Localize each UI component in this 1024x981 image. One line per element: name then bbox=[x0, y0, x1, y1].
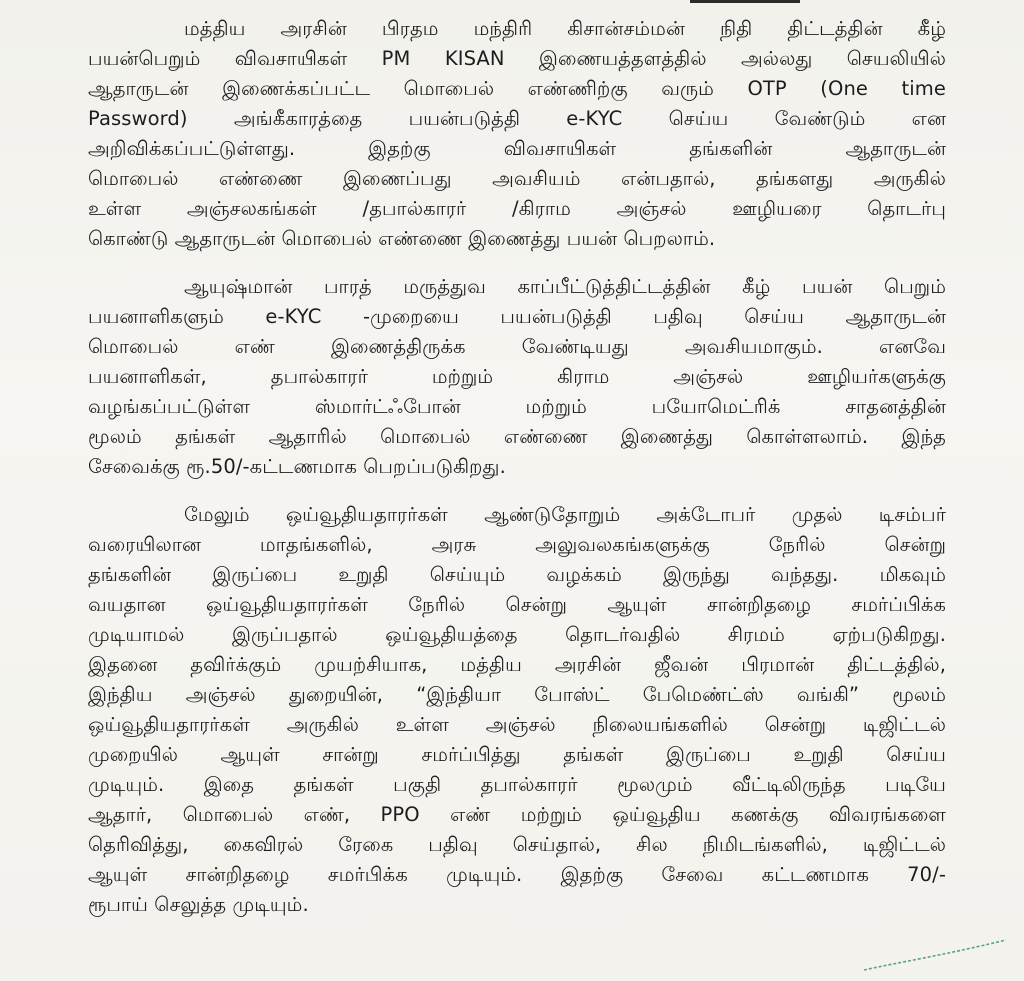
text-line: மூலம் தங்கள் ஆதாரில் மொபைல் எண்ணை இணைத்து கொள்ளலாம். இந்த bbox=[88, 425, 946, 448]
text-line: வயதான ஒய்வூதியதாரர்கள் நேரில் சென்று ஆயுள் சான்றிதழை சமர்ப்பிக்க bbox=[88, 593, 946, 616]
paragraph-pm-kisan bbox=[88, 14, 946, 254]
text-line: மத்திய அரசின் பிரதம மந்திரி கிசான்சம்மன் நிதி திட்டத்தின் கீழ் bbox=[184, 17, 946, 40]
text-line: முறையில் ஆயுள் சான்று சமர்ப்பித்து தங்கள் இருப்பை உறுதி செய்ய bbox=[88, 743, 946, 766]
text-line: இதனை தவிர்க்கும் முயற்சியாக, மத்திய அரசின் ஜீவன் பிரமான் திட்டத்தில், bbox=[88, 653, 946, 676]
text-line: வழங்கப்பட்டுள்ள ஸ்மார்ட்ஃபோன் மற்றும் பயோமெட்ரிக் சாதனத்தின் bbox=[88, 395, 946, 418]
text-line: பயனாளிகள், தபால்காரர் மற்றும் கிராம அஞ்சல் ஊழியர்களுக்கு bbox=[88, 365, 946, 388]
paragraph-ayushman-bharat bbox=[88, 272, 946, 482]
text-line: பயன்பெறும் விவசாயிகள் PM KISAN இணையத்தளத்தில் அல்லது செயலியில் bbox=[88, 47, 946, 70]
text-line: மொபைல் எண் இணைத்திருக்க வேண்டியது அவசியமாகும். எனவே bbox=[88, 335, 946, 358]
text-line: முடியும். இதை தங்கள் பகுதி தபால்காரர் மூலமும் வீட்டிலிருந்த படியே bbox=[88, 773, 946, 796]
text-line: முடியாமல் இருப்பதால் ஒய்வூதியத்தை தொடர்வதில் சிரமம் ஏற்படுகிறது. bbox=[88, 623, 946, 646]
text-line: அறிவிக்கப்பட்டுள்ளது. இதற்கு விவசாயிகள் தங்களின் ஆதாருடன் bbox=[88, 137, 946, 160]
text-line: ஆயுள் சான்றிதழை சமர்பிக்க முடியும். இதற்கு சேவை கட்டணமாக 70/- bbox=[88, 863, 946, 886]
document-body bbox=[88, 14, 946, 938]
text-line: ஆதார், மொபைல் எண், PPO எண் மற்றும் ஒய்வூதிய கணக்கு விவரங்களை bbox=[88, 803, 946, 826]
text-line: சேவைக்கு ரூ.50/-கட்டணமாக பெறப்படுகிறது. bbox=[88, 455, 506, 478]
text-line: உள்ள அஞ்சலகங்கள் /தபால்காரர் /கிராம அஞ்சல் ஊழியரை தொடர்பு bbox=[88, 197, 946, 220]
text-line: கொண்டு ஆதாருடன் மொபைல் எண்ணை இணைத்து பயன் பெறலாம். bbox=[88, 227, 716, 250]
text-line: ஒய்வூதியதாரர்கள் அருகில் உள்ள அஞ்சல் நிலையங்களில் சென்று டிஜிட்டல் bbox=[88, 713, 946, 736]
text-line: மேலும் ஒய்வூதியதாரர்கள் ஆண்டுதோறும் அக்டோபர் முதல் டிசம்பர் bbox=[184, 503, 946, 526]
text-line: ஆயுஷ்மான் பாரத் மருத்துவ காப்பீட்டுத்திட்டத்தின் கீழ் பயன் பெறும் bbox=[184, 275, 946, 298]
text-line: மொபைல் எண்ணை இணைப்பது அவசியம் என்பதால், தங்களது அருகில் bbox=[88, 167, 946, 190]
text-line: ரூபாய் செலுத்த முடியும். bbox=[88, 893, 309, 916]
paragraph-jeevan-pramaan bbox=[88, 500, 946, 920]
text-line: Password) அங்கீகாரத்தை பயன்படுத்தி e-KYC செய்ய வேண்டும் என bbox=[88, 107, 946, 130]
text-line: வரையிலான மாதங்களில், அரசு அலுவலகங்களுக்கு நேரில் சென்று bbox=[88, 533, 946, 556]
text-line: ஆதாருடன் இணைக்கப்பட்ட மொபைல் எண்ணிற்கு வரும் OTP (One time bbox=[88, 77, 946, 100]
pen-mark bbox=[860, 918, 1010, 978]
text-line: பயனாளிகளும் e-KYC -முறையை பயன்படுத்தி பதிவு செய்ய ஆதாருடன் bbox=[88, 305, 946, 328]
text-line: தெரிவித்து, கைவிரல் ரேகை பதிவு செய்தால், சில நிமிடங்களில், டிஜிட்டல் bbox=[88, 833, 946, 856]
text-line: இந்திய அஞ்சல் துறையின், “இந்தியா போஸ்ட் பேமெண்ட்ஸ் வங்கி” மூலம் bbox=[88, 683, 946, 706]
header-underline bbox=[690, 0, 800, 3]
text-line: தங்களின் இருப்பை உறுதி செய்யும் வழக்கம் இருந்து வந்தது. மிகவும் bbox=[88, 563, 946, 586]
